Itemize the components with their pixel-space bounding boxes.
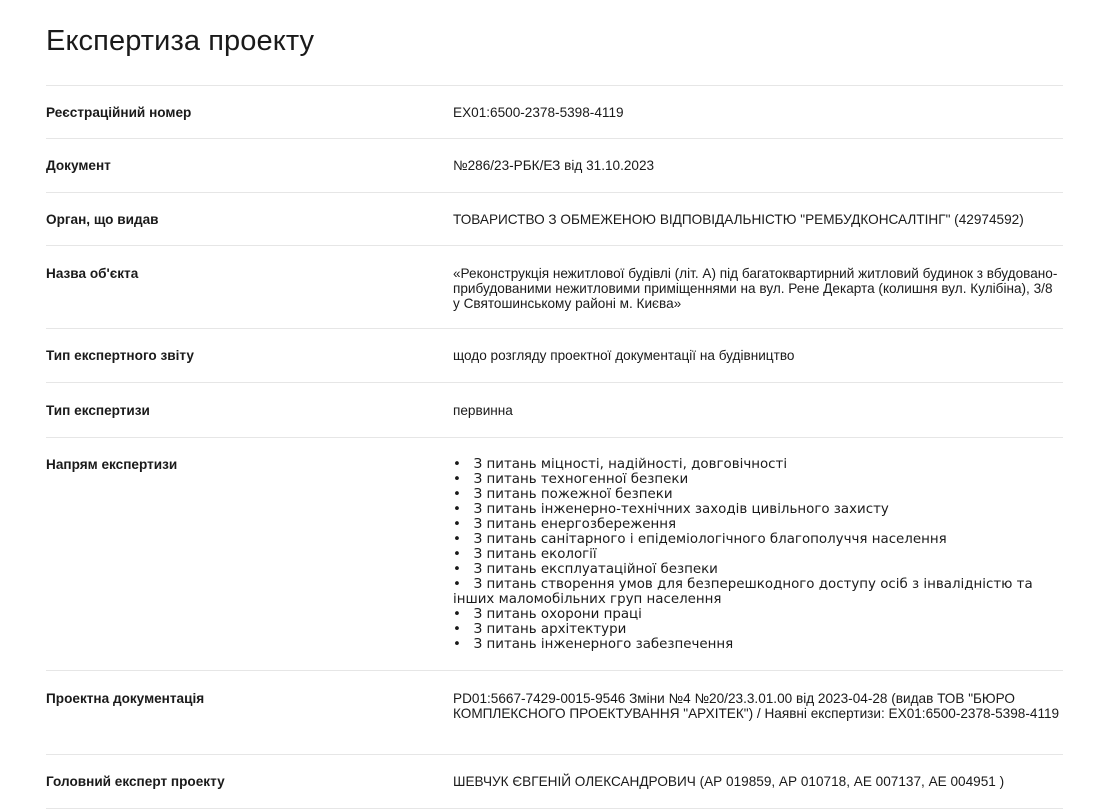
field-value: щодо розгляду проектної документації на будівництво: [453, 348, 795, 363]
field-value: «Реконструкція нежитлової будівлі (літ. А) під багатоквартирний житловий будинок з вбудовано-прибудованими нежитловими приміщеннями на вул. Рене Декарта (колишня вул. Кулібіна), 3/8 у Святошинському районі м. Києва»: [453, 266, 1058, 311]
directions-list: [453, 457, 1063, 652]
list-item: • З питань екології: [453, 547, 1063, 562]
field-value: [453, 457, 1063, 652]
field-label: Назва об'єкта: [46, 266, 139, 281]
row-object-name: [46, 246, 1063, 329]
list-item: • З питань санітарного і епідеміологічного благополуччя населення: [453, 532, 1063, 547]
list-item: • З питань інженерно-технічних заходів цивільного захисту: [453, 502, 1063, 517]
field-label: Тип експертизи: [46, 402, 150, 418]
field-label: Головний експерт проекту: [46, 774, 225, 789]
row-chief-expert: [46, 755, 1063, 809]
list-item: • З питань інженерного забезпечення: [453, 637, 1063, 652]
field-value: первинна: [453, 402, 513, 418]
field-label: Документ: [46, 158, 111, 173]
row-expertise-type: [46, 383, 1063, 438]
row-project-documentation: [46, 671, 1063, 755]
list-item: • З питань охорони праці: [453, 607, 1063, 622]
row-issuer: [46, 193, 1063, 246]
field-value: ШЕВЧУК ЄВГЕНІЙ ОЛЕКСАНДРОВИЧ (АР 019859, АР 010718, АЕ 007137, АЕ 004951 ): [453, 774, 1005, 789]
list-item: • З питань енергозбереження: [453, 517, 1063, 532]
field-value: ТОВАРИСТВО З ОБМЕЖЕНОЮ ВІДПОВІДАЛЬНІСТЮ "РЕМБУДКОНСАЛТІНГ" (42974592): [453, 211, 1024, 227]
field-label: Проектна документація: [46, 691, 205, 706]
row-report-type: [46, 329, 1063, 383]
field-value: №286/23-РБК/ЕЗ від 31.10.2023: [453, 158, 655, 173]
row-document: [46, 139, 1063, 193]
list-item: • З питань міцності, надійності, довговічності: [453, 457, 1063, 472]
list-item: • З питань архітектури: [453, 622, 1063, 637]
field-label: Напрям експертизи: [46, 457, 178, 472]
list-item: • З питань техногенної безпеки: [453, 472, 1063, 487]
field-value: PD01:5667-7429-0015-9546 Зміни №4 №20/23.3.01.00 від 2023-04-28 (видав ТОВ "БЮРО КОМПЛЕКСНОГО ПРОЕКТУВАННЯ "АРХІТЕК") / Наявні експертизи: EX01:6500-2378-5398-4119: [453, 691, 1060, 721]
list-item: • З питань експлуатаційної безпеки: [453, 562, 1063, 577]
field-label: Орган, що видав: [46, 211, 159, 227]
row-registration-number: [46, 86, 1063, 139]
row-expertise-directions: [46, 438, 1063, 671]
field-label: Реєстраційний номер: [46, 104, 192, 120]
list-item: • З питань пожежної безпеки: [453, 487, 1063, 502]
page-title: Експертиза проекту: [46, 0, 1063, 86]
field-label: Тип експертного звіту: [46, 348, 194, 363]
field-value: EX01:6500-2378-5398-4119: [453, 104, 624, 120]
list-item: • З питань створення умов для безперешкодного доступу осіб з інвалідністю та інших маломобільних груп населення: [453, 577, 1063, 607]
